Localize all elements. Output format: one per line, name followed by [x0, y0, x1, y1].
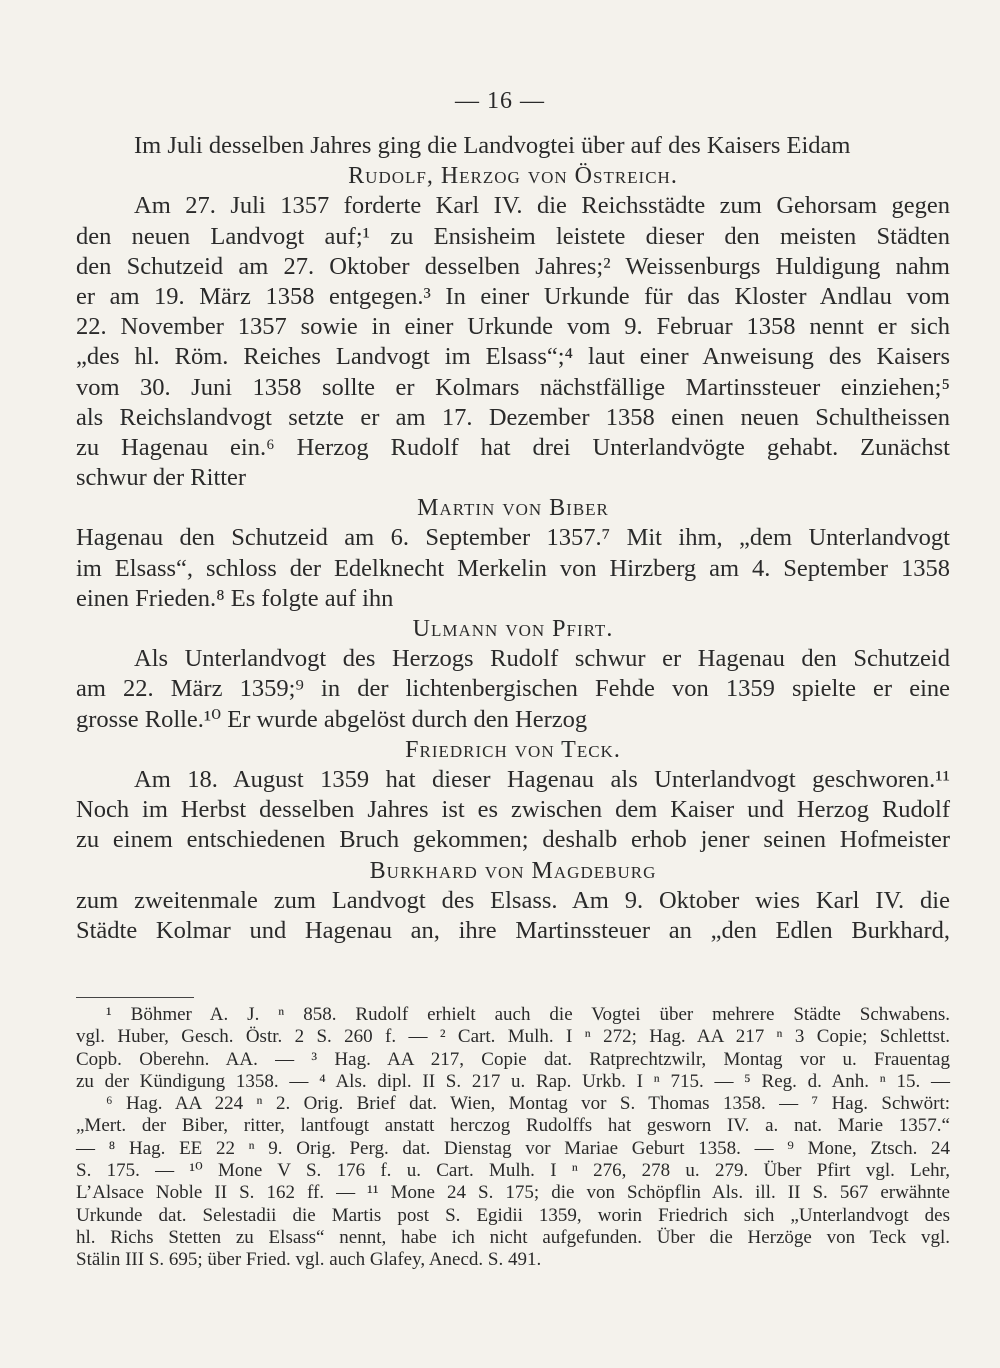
text-line: 22. November 1357 sowie in einer Urkunde vom 9. Februar 1358 nennt er sich — [76, 313, 950, 341]
text-line: Hagenau den Schutzeid am 6. September 1357.⁷ Mit ihm, „dem Unterlandvogt — [76, 524, 950, 552]
text-line: den Schutzeid am 27. Oktober desselben Jahres;² Weissenburgs Huldigung nahm — [76, 252, 950, 280]
text-line: er am 19. März 1358 entgegen.³ In einer Urkunde für das Kloster Andlau vom — [76, 282, 950, 310]
text-line: grosse Rolle.¹⁰ Er wurde abgelöst durch den Herzog — [76, 705, 588, 733]
footnote-line: hl. Richs Stetten zu Elsass“ nennt, habe ich nicht aufgefunden. Über die Herzöge von Teck vgl. — [76, 1226, 950, 1248]
section-heading: Friedrich von Teck. — [405, 736, 621, 763]
text-line: einen Frieden.⁸ Es folgte auf ihn — [76, 584, 394, 612]
text-line: „des hl. Röm. Reiches Landvogt im Elsass“;⁴ laut einer Anweisung des Kaisers — [76, 343, 950, 371]
footnote-line: Stälin III S. 695; über Fried. vgl. auch Glafey, Anecd. S. 491. — [76, 1249, 542, 1271]
text-line: zum zweitenmale zum Landvogt des Elsass. Am 9. Oktober wies Karl IV. die — [76, 886, 950, 914]
text-line: Im Juli desselben Jahres ging die Landvogtei über auf des Kaisers Eidam — [134, 132, 851, 159]
text-line: Noch im Herbst desselben Jahres ist es zwischen dem Kaiser und Herzog Rudolf — [76, 796, 950, 824]
footnote-line: Urkunde dat. Selestadii die Martis post S. Egidii 1359, worin Friedrich sich „Unterlandvogt des — [76, 1204, 950, 1226]
text-line: im Elsass“, schloss der Edelknecht Merkelin von Hirzberg am 4. September 1358 — [76, 554, 950, 582]
text-line: Städte Kolmar und Hagenau an, ihre Martinssteuer an „den Edlen Burkhard, — [76, 916, 950, 944]
section-heading: Martin von Biber — [417, 495, 609, 522]
text-line: als Reichslandvogt setzte er am 17. Dezember 1358 einen neuen Schultheissen — [76, 403, 950, 431]
page-number: — 16 — — [455, 88, 545, 114]
text-line: zu Hagenau ein.⁶ Herzog Rudolf hat drei Unterlandvögte gehabt. Zunächst — [76, 433, 950, 461]
main-text — [76, 131, 950, 946]
text-line: schwur der Ritter — [76, 464, 247, 492]
footnote-line: „Mert. der Biber, ritter, lantfougt anstatt herczog Rudolffs hat gesworn IV. a. nat. Marie 1357.“ — [76, 1115, 950, 1137]
footnote-line: ¹ Böhmer A. J. ⁿ 858. Rudolf erhielt auch die Vogtei über mehrere Städte Schwabens. — [106, 1004, 950, 1025]
text-line: Als Unterlandvogt des Herzogs Rudolf schwur er Hagenau den Schutzeid — [134, 645, 950, 673]
footnote-line: — ⁸ Hag. EE 22 ⁿ 9. Orig. Perg. dat. Dienstag vor Mariae Geburt 1358. — ⁹ Mone, Ztsch. 24 — [76, 1137, 950, 1159]
section-heading: Rudolf, Herzog von Östreich. — [348, 163, 678, 190]
footnotes — [76, 1004, 950, 1272]
section-heading: Burkhard von Magdeburg — [369, 857, 657, 884]
footnote-line: zu der Kündigung 1358. — ⁴ Als. dipl. II S. 217 u. Rap. Urkb. I ⁿ 715. — ⁵ Reg. d. Anh. ⁿ 15. — — [76, 1070, 950, 1092]
text-line: den neuen Landvogt auf;¹ zu Ensisheim leistete dieser den meisten Städten — [76, 222, 950, 250]
text-line: am 22. März 1359;⁹ in der lichtenbergischen Fehde von 1359 spielte er eine — [76, 675, 950, 703]
text-line: Am 18. August 1359 hat dieser Hagenau als Unterlandvogt geschworen.¹¹ — [134, 765, 950, 793]
text-line: Am 27. Juli 1357 forderte Karl IV. die Reichsstädte zum Gehorsam gegen — [134, 192, 950, 220]
section-heading: Ulmann von Pfirt. — [412, 616, 614, 642]
footnote-line: S. 175. — ¹⁰ Mone V S. 176 f. u. Cart. Mulh. I ⁿ 276, 278 u. 279. Über Pfirt vgl. Lehr, — [76, 1160, 950, 1182]
footnote-line: L’Alsace Noble II S. 162 ff. — ¹¹ Mone 24 S. 175; die von Schöpflin Als. ill. II S. 567 erwähnte — [76, 1182, 950, 1204]
text-line: zu einem entschiedenen Bruch gekommen; deshalb erhob jener seinen Hofmeister — [76, 826, 950, 854]
footnote-line: vgl. Huber, Gesch. Östr. 2 S. 260 f. — ² Cart. Mulh. I ⁿ 272; Hag. AA 217 ⁿ 3 Copie; Schlettst. — [76, 1026, 950, 1048]
text-line: vom 30. Juni 1358 sollte er Kolmars nächstfällige Martinssteuer einziehen;⁵ — [76, 373, 950, 401]
footnote-line: Copb. Oberehn. AA. — ³ Hag. AA 217, Copie dat. Ratprechtzwilr, Montag vor u. Frauentag — [76, 1048, 950, 1070]
footnote-line: ⁶ Hag. AA 224 ⁿ 2. Orig. Brief dat. Wien, Montag vor S. Thomas 1358. — ⁷ Hag. Schwört: — [106, 1093, 950, 1115]
footnote-separator — [76, 997, 194, 998]
